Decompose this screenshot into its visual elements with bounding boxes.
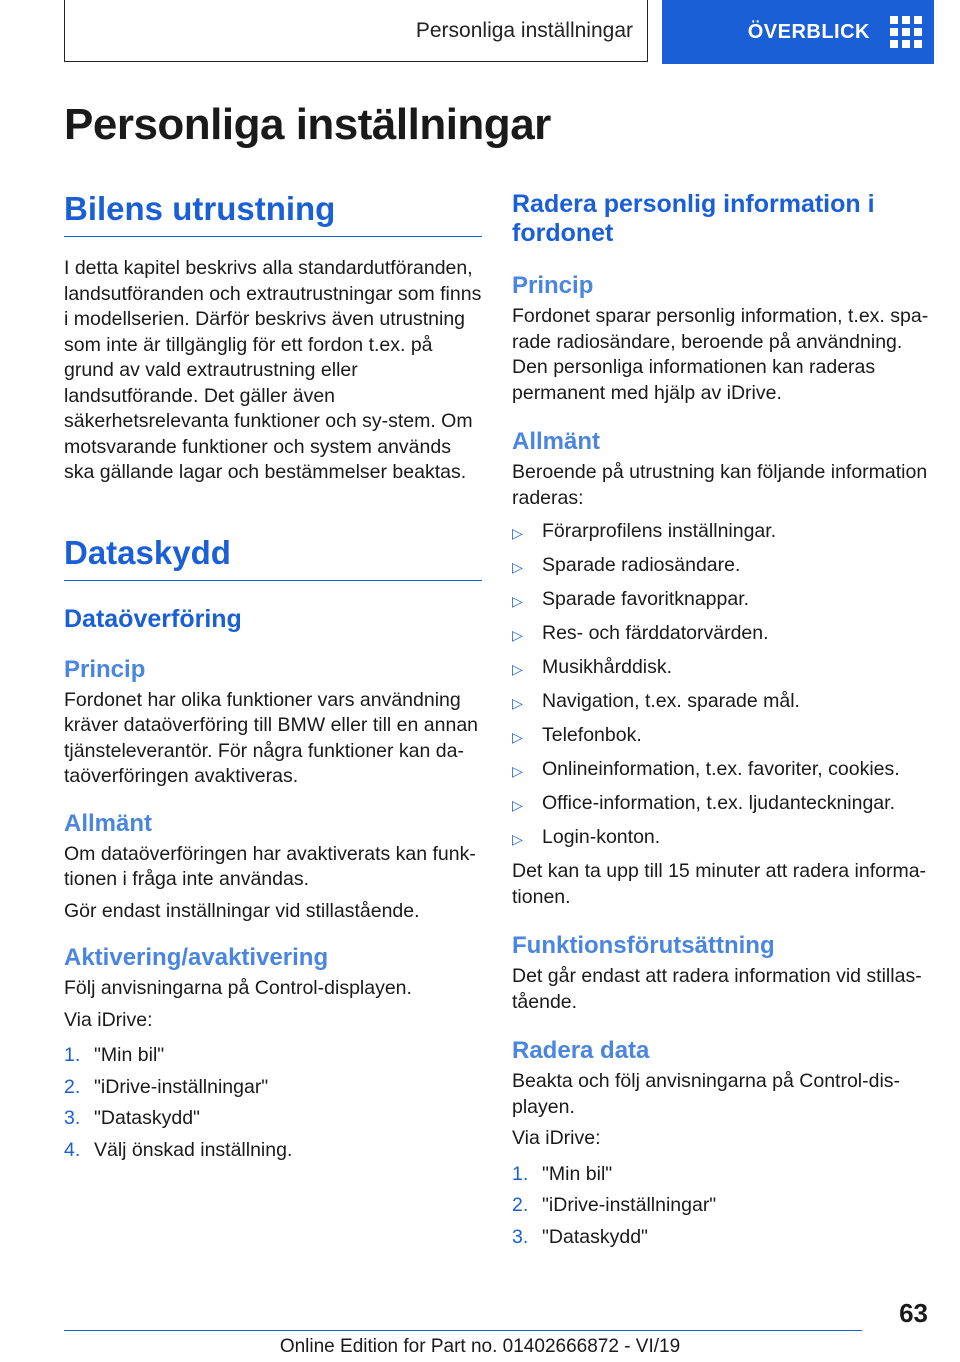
steps-list: [64, 1043, 482, 1163]
list-item: ▷ Res- och färddatorvärden.: [512, 621, 930, 649]
list-item: 1. "Min bil": [512, 1162, 613, 1185]
via-idrive: Via iDrive:: [512, 1127, 601, 1149]
heading-general: Allmänt: [64, 809, 153, 837]
overview-button[interactable]: [662, 0, 934, 64]
list-item: ▷ Förarprofilens inställningar.: [512, 519, 930, 547]
list-item: 2. "iDrive-inställningar": [64, 1075, 269, 1098]
heading-data-transfer: Dataöverföring: [64, 604, 242, 633]
bullet-arrow-icon: ▷: [512, 797, 523, 813]
steps-list: [512, 1162, 930, 1251]
general-body: Beroende på utrustning kan följande information raderas:: [512, 461, 928, 509]
list-item: ▷ Login-konton.: [512, 825, 930, 853]
deletable-info-list: [512, 519, 930, 853]
list-item: ▷ Office-information, t.ex. ljudanteckningar.: [512, 791, 930, 819]
principle-body: Fordonet sparar personlig information, t.ex. spa-rade radiosändare, beroende på användning. Den personliga informationen kan raderas permanent med hjälp av iDrive.: [512, 305, 929, 404]
general-body-1: Om dataöverföringen har avaktiverats kan funk-tionen i fråga inte användas.: [64, 842, 476, 890]
list-item: 2. "iDrive-inställningar": [512, 1194, 717, 1216]
heading-equipment: Bilens utrustning: [64, 190, 482, 237]
equipment-body: I detta kapitel beskrivs alla standardutföranden, landsutföranden och extrautrustningar som finns i modellserien. Därför beskrivs även utrustning som inte är tillgänglig för ett fordon t.ex. på grund av vald extrautrustning eller landsutförande. Det gäller även säkerhetsrelevanta funktioner och sy-stem. Om motsvarande funktioner och system används ska gällande lagar och bestämmelser beaktas.: [64, 257, 482, 483]
bullet-arrow-icon: ▷: [512, 627, 523, 643]
section-tab-label: Personliga inställningar: [415, 18, 633, 42]
list-item: 4. Välj önskad inställning.: [64, 1138, 293, 1161]
list-item: ▷ Sparade radiosändare.: [512, 553, 930, 581]
left-column: [64, 190, 482, 1169]
heading-delete-data: Radera data: [512, 1037, 650, 1064]
page-title: Personliga inställningar: [64, 100, 551, 149]
list-item: ▷ Telefonbok.: [512, 723, 930, 751]
heading-general: Allmänt: [512, 428, 601, 455]
principle-body: Fordonet har olika funktioner vars användning kräver dataöverföring till BMW eller till en annan tjänsteleverantör. För några funktioner kan da-taöverföringen avaktiveras.: [64, 688, 479, 787]
via-idrive: Via iDrive:: [64, 1008, 153, 1031]
right-column: [512, 190, 930, 1256]
page-number: 63: [899, 1298, 928, 1328]
heading-data-protection: Dataskydd: [64, 534, 482, 581]
bullet-arrow-icon: ▷: [512, 559, 523, 575]
bullet-arrow-icon: ▷: [512, 763, 523, 779]
list-item: ▷ Onlineinformation, t.ex. favoriter, cookies.: [512, 757, 930, 785]
list-item: ▷ Musikhårddisk.: [512, 655, 930, 683]
list-item: 1. "Min bil": [64, 1044, 165, 1066]
bullet-arrow-icon: ▷: [512, 695, 523, 711]
bullet-arrow-icon: ▷: [512, 593, 523, 609]
section-tab[interactable]: [64, 0, 648, 62]
top-navigation: [64, 0, 934, 64]
grid-icon: [890, 16, 922, 48]
list-item: ▷ Sparade favoritknappar.: [512, 587, 930, 615]
general-after: Det kan ta upp till 15 minuter att radera informa-tionen.: [512, 860, 927, 908]
list-item: 3. "Dataskydd": [512, 1225, 648, 1248]
general-body-2: Gör endast inställningar vid stillastående.: [64, 899, 420, 922]
heading-principle: Princip: [64, 655, 146, 683]
overview-label: ÖVERBLICK: [747, 20, 870, 43]
bullet-arrow-icon: ▷: [512, 831, 523, 847]
list-item: ▷ Navigation, t.ex. sparade mål.: [512, 689, 930, 717]
bullet-arrow-icon: ▷: [512, 525, 523, 541]
footer-edition: Online Edition for Part no. 01402666872 - VI/19: [279, 1336, 681, 1357]
list-item: 3. "Dataskydd": [64, 1107, 200, 1129]
delete-body: Beakta och följ anvisningarna på Control-dis-playen.: [512, 1070, 901, 1118]
heading-activation: Aktivering/avaktivering: [64, 944, 329, 971]
heading-principle: Princip: [512, 272, 594, 299]
activation-body: Följ anvisningarna på Control-displayen.: [64, 977, 412, 999]
bullet-arrow-icon: ▷: [512, 729, 523, 745]
bullet-arrow-icon: ▷: [512, 661, 523, 677]
heading-requirement: Funktionsförutsättning: [512, 932, 775, 959]
footer-divider: [64, 1330, 862, 1331]
requirement-body: Det går endast att radera information vid stillas-tående.: [512, 965, 922, 1013]
heading-delete-personal-info: Radera personlig information i fordonet: [512, 190, 875, 247]
